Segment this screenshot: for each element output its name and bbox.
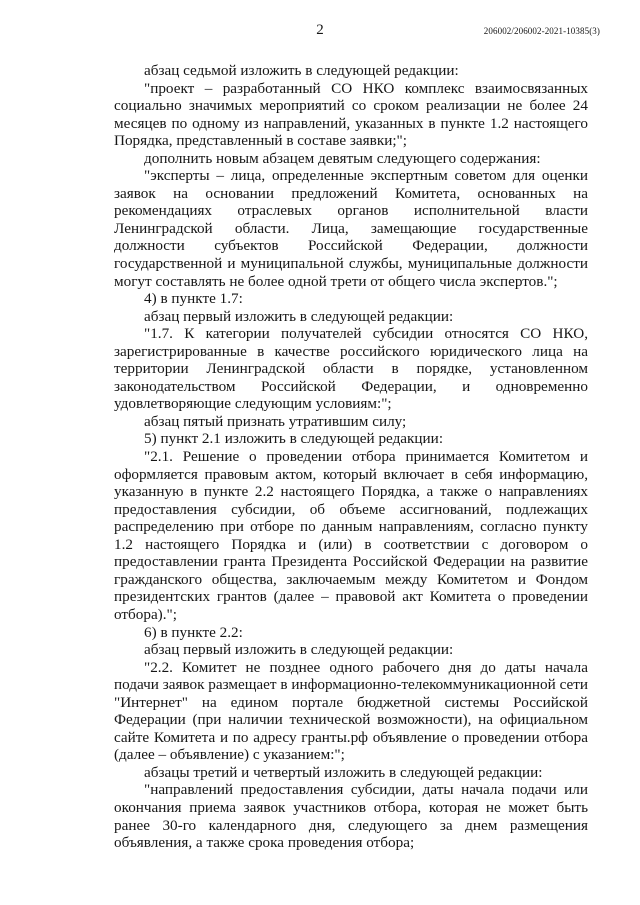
page-number: 2 <box>316 22 324 38</box>
paragraph-8: абзац пятый признать утратившим силу; <box>144 412 407 430</box>
paragraph-7: "1.7. К категории получателей субсидии относятся СО НКО, зарегистрированные в качестве российского юридического лица на территории Ленинградской области в порядке, установленном законодательством Российской Федерации, и одновременно удовлетворяющие следующим условиям:"; <box>114 325 588 413</box>
paragraph-5: 4) в пункте 1.7: <box>144 290 243 308</box>
paragraph-2: "проект – разработанный СО НКО комплекс взаимосвязанных социально значимых мероприятий со сроком реализации не более 24 месяцев по одному из направлений, указанных в пункте 1.2 настоящего Порядка, представленный в составе заявки;"; <box>114 79 588 150</box>
paragraph-6: абзац первый изложить в следующей редакции: <box>144 307 454 325</box>
paragraph-1: абзац седьмой изложить в следующей редакции: <box>144 62 459 79</box>
paragraph-15: "направлений предоставления субсидии, даты начала подачи или окончания приема заявок участников отбора, которая не может быть ранее 30-го календарного дня, следующего за днем размещения объявления, а также срока проведения отбора; <box>114 781 588 852</box>
paragraph-10: "2.1. Решение о проведении отбора принимается Комитетом и оформляется правовым актом, который включает в себя информацию, указанную в пункте 2.2 настоящего Порядка, а также о направлениях предоставления субсидии, об объеме ассигнований, подлежащих распределению при отборе по данным направлениям, согласно пункту 1.2 настоящего Порядка и (или) в соответствии с договором о предоставлении гранта Президента Российской Федерации на развитие гражданского общества, заключаемым между Комитетом и Фондом президентских грантов (далее – правовой акт Комитета о проведении отбора)."; <box>114 448 588 623</box>
document-id: 206002/206002-2021-10385(3) <box>483 26 600 36</box>
paragraph-12: абзац первый изложить в следующей редакции: <box>144 641 454 659</box>
document-body <box>114 62 588 852</box>
paragraph-13: "2.2. Комитет не позднее одного рабочего дня до даты начала подачи заявок размещает в информационно-телекоммуникационной сети "Интернет" на едином портале бюджетной системы Российской Федерации (при наличии технической возможности), на официальном сайте Комитета и по адресу гранты.рф объявление о проведении отбора (далее – объявление) с указанием:"; <box>114 658 588 764</box>
paragraph-4: "эксперты – лица, определенные экспертным советом для оценки заявок на основании предложений Комитета, основанных на рекомендациях отраслевых органов исполнительной власти Ленинградской области. Лица, замещающие государственные должности субъектов Российской Федерации, должности государственной и муниципальной службы, муниципальные должности могут составлять не более одной трети от общего числа экспертов."; <box>114 167 588 290</box>
paragraph-9: 5) пункт 2.1 изложить в следующей редакции: <box>144 430 444 448</box>
paragraph-11: 6) в пункте 2.2: <box>144 623 243 641</box>
paragraph-3: дополнить новым абзацем девятым следующего содержания: <box>144 149 541 167</box>
paragraph-14: абзацы третий и четвертый изложить в следующей редакции: <box>144 763 543 781</box>
